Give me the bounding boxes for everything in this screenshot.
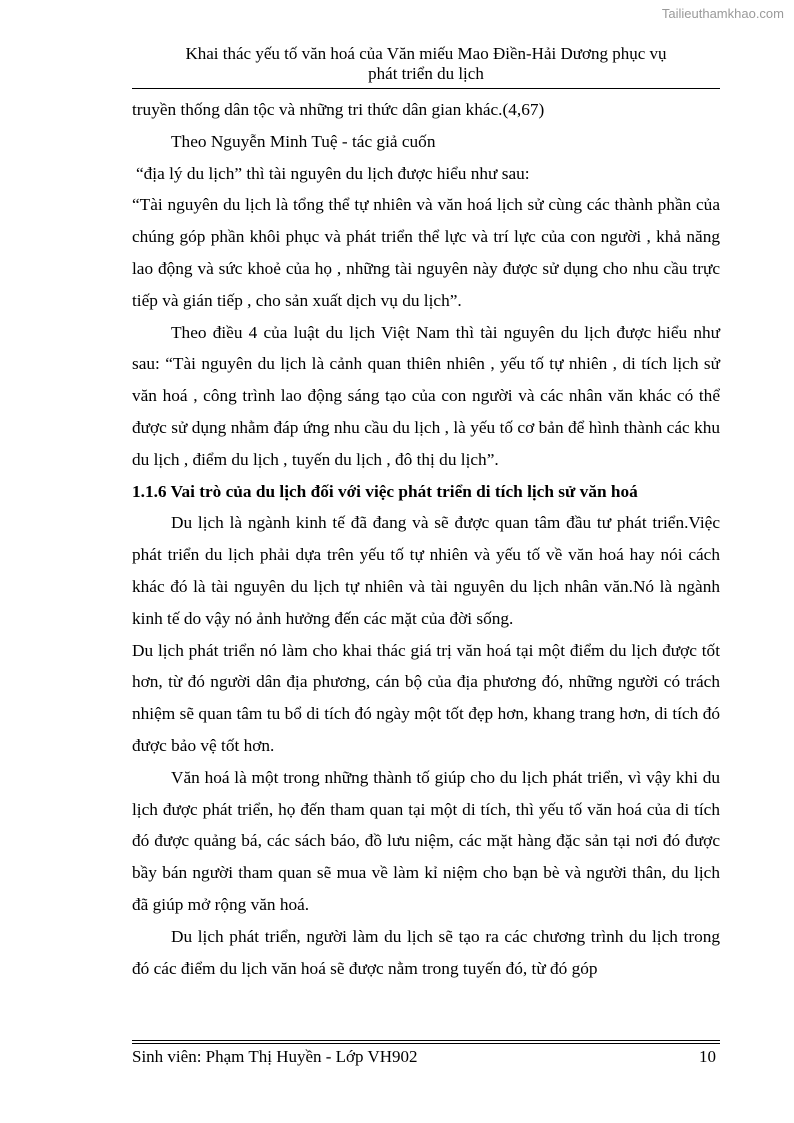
paragraph-programs: Du lịch phát triển, người làm du lịch sẽ tạo ra các chương trình du lịch trong đó các điểm du lịch văn hoá sẽ được nằm trong tuyến đó, từ đó góp	[132, 926, 720, 978]
paragraph-continuation: truyền thống dân tộc và những tri thức dân gian khác.(4,67)	[132, 100, 545, 119]
page-number: 10	[699, 1047, 716, 1066]
paragraph-tourism-industry: Du lịch là ngành kinh tế đã đang và sẽ được quan tâm đầu tư phát triển.Việc phát triển du lịch phải dựa trên yếu tố tự nhiên và yếu tố về văn hoá hay nói cách khác đó là tài nguyên du lịch tự nhiên và tài nguyên du lịch nhân văn.Nó là ngành kinh tế do vậy nó ảnh hưởng đến các mặt của đời sống.	[132, 513, 720, 628]
page-footer	[132, 1045, 720, 1069]
running-header	[132, 44, 720, 84]
paragraph-author: Theo Nguyễn Minh Tuệ - tác giả cuốn	[171, 131, 436, 151]
header-line-1: Khai thác yếu tố văn hoá của Văn miếu Mao Điền-Hải Dương phục vụ	[185, 44, 667, 63]
watermark: Tailieuthamkhao.com	[661, 6, 784, 21]
section-heading: 1.1.6 Vai trò của du lịch đối với việc phát triển di tích lịch sử văn hoá	[132, 481, 638, 501]
header-line-2: phát triển du lịch	[368, 64, 484, 83]
footer-divider-top	[132, 1040, 720, 1041]
paragraph-law-definition: Theo điều 4 của luật du lịch Việt Nam thì tài nguyên du lịch được hiểu như sau: “Tài nguyên du lịch là cảnh quan thiên nhiên , yếu tố tự nhiên , di tích lịch sử văn hoá , công trình lao động sáng tạo của con người và các nhân văn khác có thể được sử dụng nhằm đáp ứng nhu cầu du lịch , là yếu tố cơ bản để hình thành các khu du lịch , điểm du lịch , tuyến du lịch , đô thị du lịch”.	[132, 322, 720, 469]
paragraph-book-title: “địa lý du lịch” thì tài nguyên du lịch được hiểu như sau:	[136, 163, 530, 183]
paragraph-culture: Văn hoá là một trong những thành tố giúp cho du lịch phát triển, vì vậy khi du lịch được phát triển, họ đến tham quan tại một di tích, thì yếu tố văn hoá của di tích đó được quảng bá, các sách báo, đồ lưu niệm, các mặt hàng đặc sản tại nơi đó được bầy bán người tham quan sẽ mua về làm kỉ niệm cho bạn bè và người thân, du lịch đã giúp mở rộng văn hoá.	[132, 767, 720, 914]
paragraph-tourism-effects: Du lịch phát triển nó làm cho khai thác giá trị văn hoá tại một điểm du lịch được tốt hơn, từ đó người dân địa phương, cán bộ của địa phương đó, những người có trách nhiệm sẽ quan tâm tu bổ di tích đó ngày một tốt đẹp hơn, khang trang hơn, di tích đó được bảo vệ tốt hơn.	[132, 640, 720, 755]
footer-divider-bottom	[132, 1043, 720, 1044]
header-divider	[132, 88, 720, 89]
page-body	[132, 94, 720, 984]
footer-student: Sinh viên: Phạm Thị Huyền - Lớp VH902	[132, 1047, 418, 1066]
paragraph-quote-definition: “Tài nguyên du lịch là tổng thể tự nhiên và văn hoá lịch sử cùng các thành phần của chúng góp phần khôi phục và phát triển thể lực và trí lực của con người , khả năng lao động và sức khoẻ của họ , những tài nguyên này được sử dụng cho nhu cầu trực tiếp và gián tiếp , cho sản xuất dịch vụ du lịch”.	[132, 195, 720, 310]
